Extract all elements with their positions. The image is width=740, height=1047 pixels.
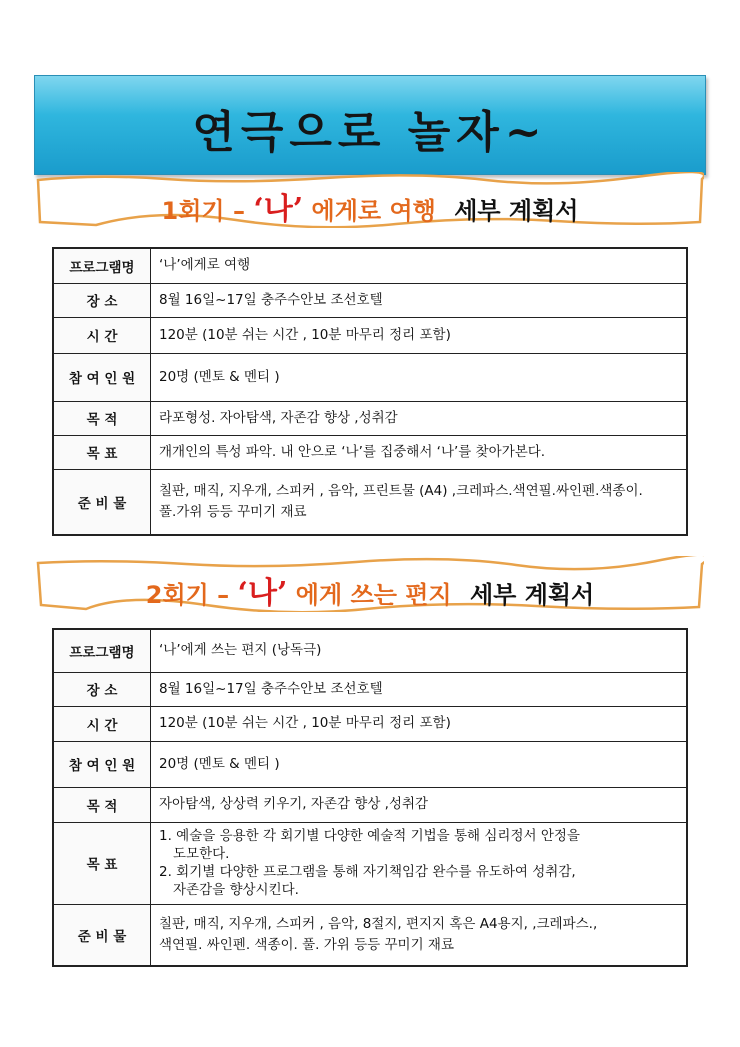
row-label: 목 적 <box>53 787 151 822</box>
session-2-plan-table <box>52 628 688 967</box>
row-value <box>151 904 688 966</box>
row-value: ‘나’에게로 여행 <box>151 248 688 283</box>
row-label: 시 간 <box>53 706 151 741</box>
table-row <box>53 672 687 706</box>
row-label: 프로그램명 <box>53 629 151 672</box>
session-2-number: 2회기 – <box>145 581 230 609</box>
session-2-heading <box>36 568 704 612</box>
table-row <box>53 248 687 283</box>
table-row <box>53 353 687 401</box>
row-label: 프로그램명 <box>53 248 151 283</box>
title-banner <box>34 75 706 175</box>
goal-line: 도모한다. <box>173 845 230 862</box>
row-value: 8월 16일~17일 충주수안보 조선호텔 <box>151 672 688 706</box>
goal-line: 2. 회기별 다양한 프로그램을 통해 자기책임감 완수를 유도하여 성취감, <box>159 864 576 880</box>
session-1-heading <box>36 184 704 228</box>
row-label: 참 여 인 원 <box>53 353 151 401</box>
session-1-ribbon <box>36 172 704 228</box>
session-1-number: 1회기 – <box>161 197 245 225</box>
table-row <box>53 401 687 435</box>
main-title: 연극으로 놀자~ <box>192 107 548 158</box>
session-1-theme: 에게로 여행 <box>311 197 436 225</box>
row-value <box>151 822 688 904</box>
goal-list <box>159 827 678 900</box>
row-label: 목 표 <box>53 435 151 469</box>
row-label: 장 소 <box>53 283 151 317</box>
row-value: 120분 (10분 쉬는 시간 , 10분 마무리 정리 포함) <box>151 706 688 741</box>
session-1-plan-table <box>52 247 688 536</box>
table-row <box>53 317 687 353</box>
row-label: 준 비 물 <box>53 904 151 966</box>
table-row <box>53 741 687 787</box>
row-value: 20명 (멘토 & 멘티 ) <box>151 353 688 401</box>
row-value <box>151 469 688 535</box>
session-2-quote: ‘나’ <box>237 576 288 611</box>
materials-line-2: 풀.가위 등등 꾸미기 재료 <box>159 503 307 520</box>
table-row <box>53 787 687 822</box>
row-value: 개개인의 특성 파악. 내 안으로 ‘나’를 집중해서 ‘나’를 찾아가본다. <box>151 435 688 469</box>
row-label: 시 간 <box>53 317 151 353</box>
materials-line-1: 칠판, 매직, 지우개, 스피커 , 음악, 프린트물 (A4) ,크레파스.색연필.싸인펜.색종이. <box>159 482 643 499</box>
row-label: 준 비 물 <box>53 469 151 535</box>
table-row <box>53 283 687 317</box>
session-2-tail: 세부 계획서 <box>469 581 595 609</box>
session-2-ribbon <box>36 556 704 612</box>
table-row <box>53 822 687 904</box>
row-value: 자아탐색, 상상력 키우기, 자존감 향상 ,성취감 <box>151 787 688 822</box>
row-value: 라포형성. 자아탐색, 자존감 향상 ,성취감 <box>151 401 688 435</box>
materials-line-2: 색연필. 싸인펜. 색종이. 풀. 가위 등등 꾸미기 재료 <box>159 936 454 953</box>
materials-line-1: 칠판, 매직, 지우개, 스피커 , 음악, 8절지, 편지지 혹은 A4용지, ,크레파스., <box>159 915 598 932</box>
row-label: 목 적 <box>53 401 151 435</box>
row-label: 장 소 <box>53 672 151 706</box>
session-1-tail: 세부 계획서 <box>454 197 579 225</box>
table-row <box>53 629 687 672</box>
row-label: 목 표 <box>53 822 151 904</box>
row-value: 120분 (10분 쉬는 시간 , 10분 마무리 정리 포함) <box>151 317 688 353</box>
row-value: 8월 16일~17일 충주수안보 조선호텔 <box>151 283 688 317</box>
row-value: ‘나’에게 쓰는 편지 (낭독극) <box>151 629 688 672</box>
row-label: 참 여 인 원 <box>53 741 151 787</box>
row-value: 20명 (멘토 & 멘티 ) <box>151 741 688 787</box>
session-1-quote: ‘나’ <box>253 192 304 227</box>
session-2-theme: 에게 쓰는 편지 <box>295 581 452 609</box>
table-row <box>53 904 687 966</box>
table-row <box>53 469 687 535</box>
goal-line: 자존감을 향상시킨다. <box>173 882 299 899</box>
table-row <box>53 435 687 469</box>
goal-line: 1. 예술을 응용한 각 회기별 다양한 예술적 기법을 통해 심리정서 안정을 <box>159 827 580 844</box>
table-row <box>53 706 687 741</box>
